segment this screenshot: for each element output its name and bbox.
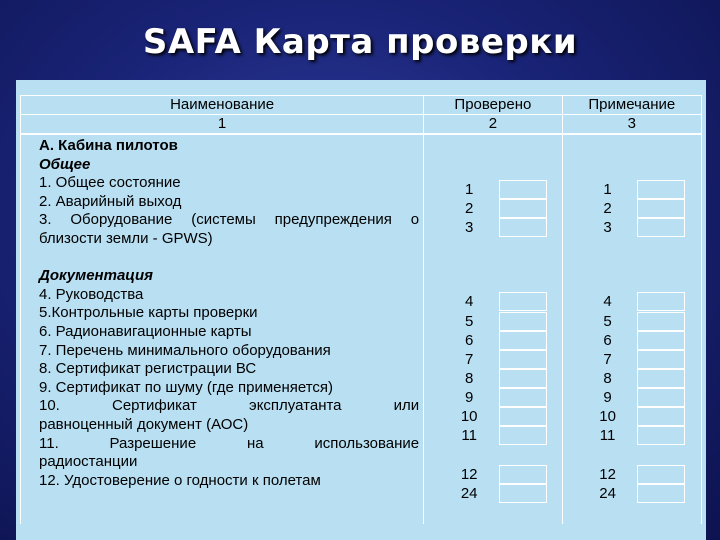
note-number: 3	[603, 219, 612, 236]
note-checkbox[interactable]	[637, 388, 685, 407]
item-1: 1. Общее состояние	[39, 174, 181, 192]
item-4: 4. Руководства	[39, 285, 144, 303]
header-note: Примечание	[562, 96, 701, 115]
note-checkbox[interactable]	[637, 292, 685, 311]
header-name: Наименование	[21, 96, 424, 115]
note-column	[562, 134, 701, 524]
item-3-word: (системы	[191, 211, 256, 229]
checked-checkbox[interactable]	[499, 484, 547, 503]
item-10	[39, 397, 419, 416]
note-checkbox[interactable]	[637, 331, 685, 350]
group-title-documents: Документация	[39, 267, 153, 285]
checked-checkbox[interactable]	[499, 369, 547, 388]
header-number-1: 1	[21, 115, 424, 135]
checklist-table	[20, 95, 702, 524]
item-10-word: эксплуатанта	[249, 397, 342, 415]
checked-checkbox[interactable]	[499, 407, 547, 426]
note-number: 24	[599, 485, 616, 502]
note-checkbox[interactable]	[637, 407, 685, 426]
checked-number: 11	[461, 427, 477, 444]
note-checkbox[interactable]	[637, 218, 685, 237]
item-3-word: Оборудование	[70, 211, 173, 229]
header-number-3: 3	[562, 115, 701, 135]
checked-checkbox[interactable]	[499, 292, 547, 311]
item-3-word: 3.	[39, 211, 52, 229]
note-number: 4	[603, 293, 612, 310]
checked-checkbox[interactable]	[499, 388, 547, 407]
item-12: 12. Удостоверение о годности к полетам	[39, 471, 321, 489]
item-10-word: или	[393, 397, 420, 415]
note-checkbox[interactable]	[637, 426, 685, 445]
item-3	[39, 211, 419, 230]
checked-checkbox[interactable]	[499, 180, 547, 199]
note-number: 2	[603, 200, 612, 217]
note-number: 7	[603, 351, 612, 368]
checked-checkbox[interactable]	[499, 312, 547, 331]
item-11-word: 11.	[39, 434, 59, 452]
item-10-continued: равноценный документ (АОС)	[39, 415, 249, 433]
checked-column	[424, 134, 562, 524]
item-3-continued: близости земли - GPWS)	[39, 229, 213, 247]
note-number: 5	[603, 313, 612, 330]
checked-number: 3	[465, 219, 474, 236]
note-number: 9	[603, 389, 612, 406]
item-7: 7. Перечень минимального оборудования	[39, 341, 331, 359]
checked-checkbox[interactable]	[499, 218, 547, 237]
header-row	[21, 96, 702, 115]
checked-number: 5	[465, 313, 474, 330]
item-2: 2. Аварийный выход	[39, 192, 182, 210]
checked-number: 9	[465, 389, 474, 406]
item-10-word: Сертификат	[111, 397, 197, 415]
checked-checkbox[interactable]	[499, 465, 547, 484]
checked-number: 10	[460, 408, 478, 425]
note-number: 6	[603, 332, 612, 349]
item-11	[39, 435, 419, 454]
slide-title: SAFA Карта проверки	[142, 22, 578, 62]
note-number: 11	[599, 427, 616, 444]
note-checkbox[interactable]	[637, 180, 685, 199]
note-checkbox[interactable]	[637, 350, 685, 369]
checked-number: 2	[465, 200, 474, 217]
checked-checkbox[interactable]	[499, 199, 547, 218]
checked-number: 12	[460, 466, 478, 483]
item-11-continued: радиостанции	[39, 453, 138, 471]
checked-number: 4	[465, 293, 474, 310]
note-number: 8	[603, 370, 612, 387]
item-11-word: использование	[314, 434, 420, 452]
checked-number: 24	[460, 485, 478, 502]
checklist-body-row	[21, 134, 702, 524]
section-title: А. Кабина пилотов	[39, 137, 178, 154]
checked-checkbox[interactable]	[499, 331, 547, 350]
note-number: 1	[603, 181, 612, 198]
checked-number: 1	[465, 181, 474, 198]
item-11-word: на	[246, 434, 264, 452]
item-5: 5.Контрольные карты проверки	[39, 304, 258, 322]
checked-number: 7	[465, 351, 474, 368]
note-checkbox[interactable]	[637, 465, 685, 484]
item-3-word: о	[410, 211, 420, 229]
checked-number: 6	[465, 332, 474, 349]
items-column	[21, 134, 424, 524]
header-number-2: 2	[424, 115, 562, 135]
item-11-word: Разрешение	[109, 434, 197, 452]
item-6: 6. Радионавигационные карты	[39, 322, 252, 340]
note-checkbox[interactable]	[637, 484, 685, 503]
note-checkbox[interactable]	[637, 199, 685, 218]
note-checkbox[interactable]	[637, 312, 685, 331]
item-8: 8. Сертификат регистрации ВС	[39, 360, 257, 378]
note-checkbox[interactable]	[637, 369, 685, 388]
checked-number: 8	[465, 370, 474, 387]
note-number: 10	[599, 408, 616, 425]
header-checked: Проверено	[424, 96, 562, 115]
checklist-page	[16, 80, 706, 540]
note-number: 12	[599, 466, 616, 483]
item-9: 9. Сертификат по шуму (где применяется)	[39, 378, 334, 396]
item-10-word: 10.	[39, 397, 60, 415]
checked-checkbox[interactable]	[499, 350, 547, 369]
group-title-general: Общее	[39, 155, 91, 173]
header-number-row	[21, 115, 702, 135]
checked-checkbox[interactable]	[499, 426, 547, 445]
item-3-word: предупреждения	[274, 211, 392, 229]
